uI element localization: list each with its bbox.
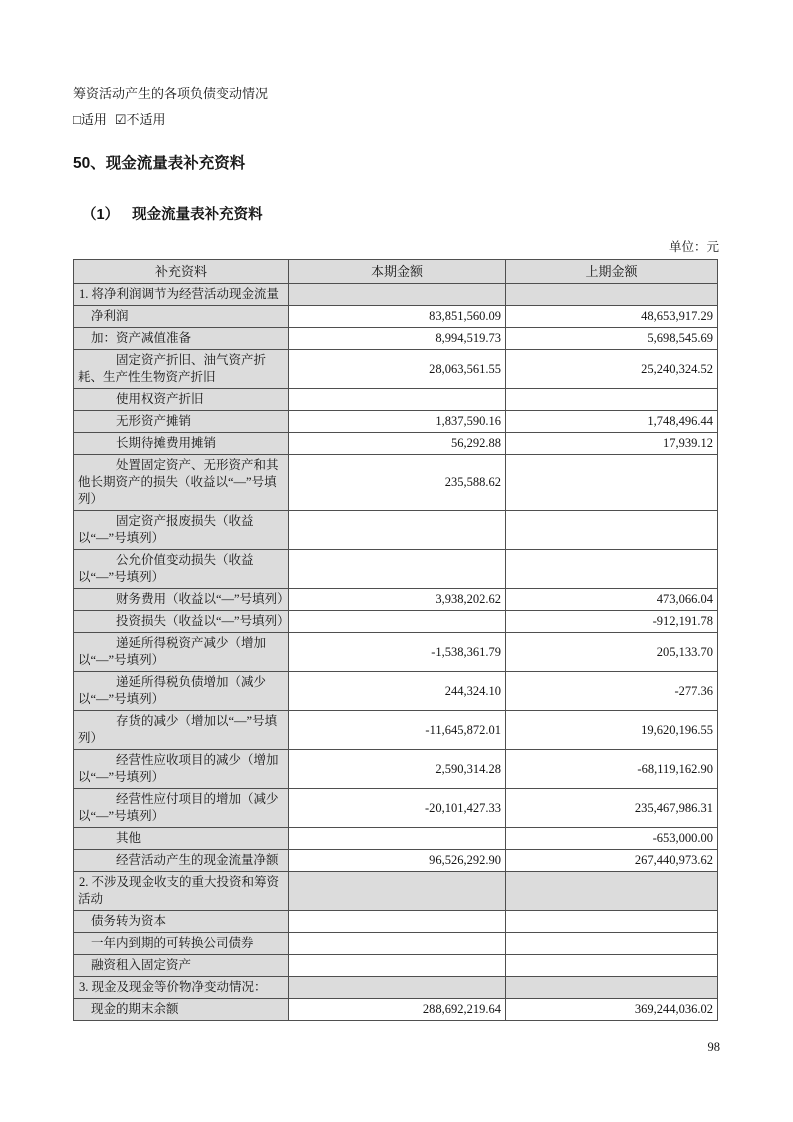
current-amount-cell (289, 550, 506, 589)
prior-amount-cell: 473,066.04 (506, 589, 718, 611)
table-row (74, 589, 718, 611)
prior-amount-cell: 48,653,917.29 (506, 306, 718, 328)
current-amount-cell: -11,645,872.01 (289, 711, 506, 750)
prior-amount-cell (506, 389, 718, 411)
row-label-cell: 存货的减少（增加以“—”号填列） (74, 711, 289, 750)
current-amount-cell: 2,590,314.28 (289, 750, 506, 789)
prior-amount-cell: 369,244,036.02 (506, 999, 718, 1021)
current-amount-cell (289, 389, 506, 411)
sub-heading-number: （1） (82, 207, 120, 223)
current-amount-cell: 28,063,561.55 (289, 350, 506, 389)
prior-amount-cell: -653,000.00 (506, 828, 718, 850)
table-row (74, 999, 718, 1021)
current-amount-cell: 1,837,590.16 (289, 411, 506, 433)
row-label-cell: 投资损失（收益以“—”号填列） (74, 611, 289, 633)
supplementary-table (73, 259, 718, 1021)
current-amount-cell: -1,538,361.79 (289, 633, 506, 672)
table-row (74, 411, 718, 433)
prior-amount-cell: 5,698,545.69 (506, 328, 718, 350)
current-amount-cell (289, 611, 506, 633)
prior-amount-cell (506, 977, 718, 999)
table-body (74, 284, 718, 1021)
row-label-cell: 长期待摊费用摊销 (74, 433, 289, 455)
prior-amount-cell (506, 911, 718, 933)
current-amount-cell (289, 977, 506, 999)
table-row (74, 750, 718, 789)
not-applicable-label: 不适用 (126, 112, 166, 127)
table-row (74, 284, 718, 306)
table-row (74, 911, 718, 933)
table-row (74, 455, 718, 511)
sub-heading-title: 现金流量表补充资料 (132, 207, 263, 223)
current-amount-cell (289, 933, 506, 955)
row-label-cell: 1. 将净利润调节为经营活动现金流量 (74, 284, 289, 306)
row-label-cell: 3. 现金及现金等价物净变动情况： (74, 977, 289, 999)
table-row (74, 933, 718, 955)
prior-amount-cell (506, 284, 718, 306)
table-row (74, 633, 718, 672)
current-amount-cell (289, 872, 506, 911)
table-header-row (74, 260, 718, 284)
table-row (74, 789, 718, 828)
row-label-cell: 经营性应付项目的增加（减少以“—”号填列） (74, 789, 289, 828)
table-row (74, 306, 718, 328)
current-amount-cell (289, 511, 506, 550)
row-label-cell: 固定资产报废损失（收益以“—”号填列） (74, 511, 289, 550)
row-label-cell: 净利润 (74, 306, 289, 328)
applicability-line (73, 112, 719, 128)
current-amount-cell: 235,588.62 (289, 455, 506, 511)
table-row (74, 550, 718, 589)
table-row (74, 672, 718, 711)
table-row (74, 350, 718, 389)
table-row (74, 850, 718, 872)
prior-amount-cell: -912,191.78 (506, 611, 718, 633)
row-label-cell: 财务费用（收益以“—”号填列） (74, 589, 289, 611)
column-header-supplementary-info: 补充资料 (74, 260, 289, 284)
prior-amount-cell: 235,467,986.31 (506, 789, 718, 828)
current-amount-cell: 96,526,292.90 (289, 850, 506, 872)
row-label-cell: 2. 不涉及现金收支的重大投资和筹资活动 (74, 872, 289, 911)
row-label-cell: 一年内到期的可转换公司债券 (74, 933, 289, 955)
page-number: 98 (707, 1040, 720, 1054)
table-row (74, 872, 718, 911)
current-amount-cell: 8,994,519.73 (289, 328, 506, 350)
checkbox-unchecked-icon: □ (73, 112, 81, 127)
intro-line: 筹资活动产生的各项负债变动情况 (73, 86, 269, 101)
row-label-cell: 固定资产折旧、油气资产折耗、生产性生物资产折旧 (74, 350, 289, 389)
prior-amount-cell: -277.36 (506, 672, 718, 711)
table-row (74, 711, 718, 750)
prior-amount-cell: 19,620,196.55 (506, 711, 718, 750)
prior-amount-cell: -68,119,162.90 (506, 750, 718, 789)
prior-amount-cell (506, 550, 718, 589)
prior-amount-cell (506, 455, 718, 511)
prior-amount-cell (506, 955, 718, 977)
checkbox-checked-icon: ☑ (114, 112, 127, 127)
current-amount-cell (289, 284, 506, 306)
current-amount-cell: 288,692,219.64 (289, 999, 506, 1021)
table-row (74, 433, 718, 455)
current-amount-cell (289, 955, 506, 977)
table-row (74, 389, 718, 411)
row-label-cell: 其他 (74, 828, 289, 850)
applicable-label: 适用 (80, 112, 107, 127)
unit-label: 单位：元 (668, 240, 719, 254)
table-row (74, 955, 718, 977)
prior-amount-cell: 17,939.12 (506, 433, 718, 455)
sub-heading (73, 206, 719, 224)
row-label-cell: 处置固定资产、无形资产和其他长期资产的损失（收益以“—”号填列） (74, 455, 289, 511)
prior-amount-cell (506, 872, 718, 911)
row-label-cell: 加：资产减值准备 (74, 328, 289, 350)
prior-amount-cell: 1,748,496.44 (506, 411, 718, 433)
row-label-cell: 无形资产摊销 (74, 411, 289, 433)
row-label-cell: 递延所得税资产减少（增加以“—”号填列） (74, 633, 289, 672)
row-label-cell: 债务转为资本 (74, 911, 289, 933)
row-label-cell: 融资租入固定资产 (74, 955, 289, 977)
current-amount-cell: 83,851,560.09 (289, 306, 506, 328)
table-row (74, 328, 718, 350)
prior-amount-cell (506, 511, 718, 550)
table-row (74, 511, 718, 550)
column-header-prior-period: 上期金额 (506, 260, 718, 284)
table-row (74, 828, 718, 850)
prior-amount-cell: 205,133.70 (506, 633, 718, 672)
section-heading: 50、现金流量表补充资料 (73, 155, 246, 172)
row-label-cell: 递延所得税负债增加（减少以“—”号填列） (74, 672, 289, 711)
prior-amount-cell (506, 933, 718, 955)
row-label-cell: 现金的期末余额 (74, 999, 289, 1021)
table-row (74, 977, 718, 999)
table-row (74, 611, 718, 633)
current-amount-cell (289, 911, 506, 933)
current-amount-cell: 244,324.10 (289, 672, 506, 711)
current-amount-cell: 56,292.88 (289, 433, 506, 455)
current-amount-cell: -20,101,427.33 (289, 789, 506, 828)
prior-amount-cell: 25,240,324.52 (506, 350, 718, 389)
prior-amount-cell: 267,440,973.62 (506, 850, 718, 872)
row-label-cell: 经营性应收项目的减少（增加以“—”号填列） (74, 750, 289, 789)
row-label-cell: 公允价值变动损失（收益以“—”号填列） (74, 550, 289, 589)
current-amount-cell (289, 828, 506, 850)
column-header-current-period: 本期金额 (289, 260, 506, 284)
row-label-cell: 使用权资产折旧 (74, 389, 289, 411)
current-amount-cell: 3,938,202.62 (289, 589, 506, 611)
row-label-cell: 经营活动产生的现金流量净额 (74, 850, 289, 872)
